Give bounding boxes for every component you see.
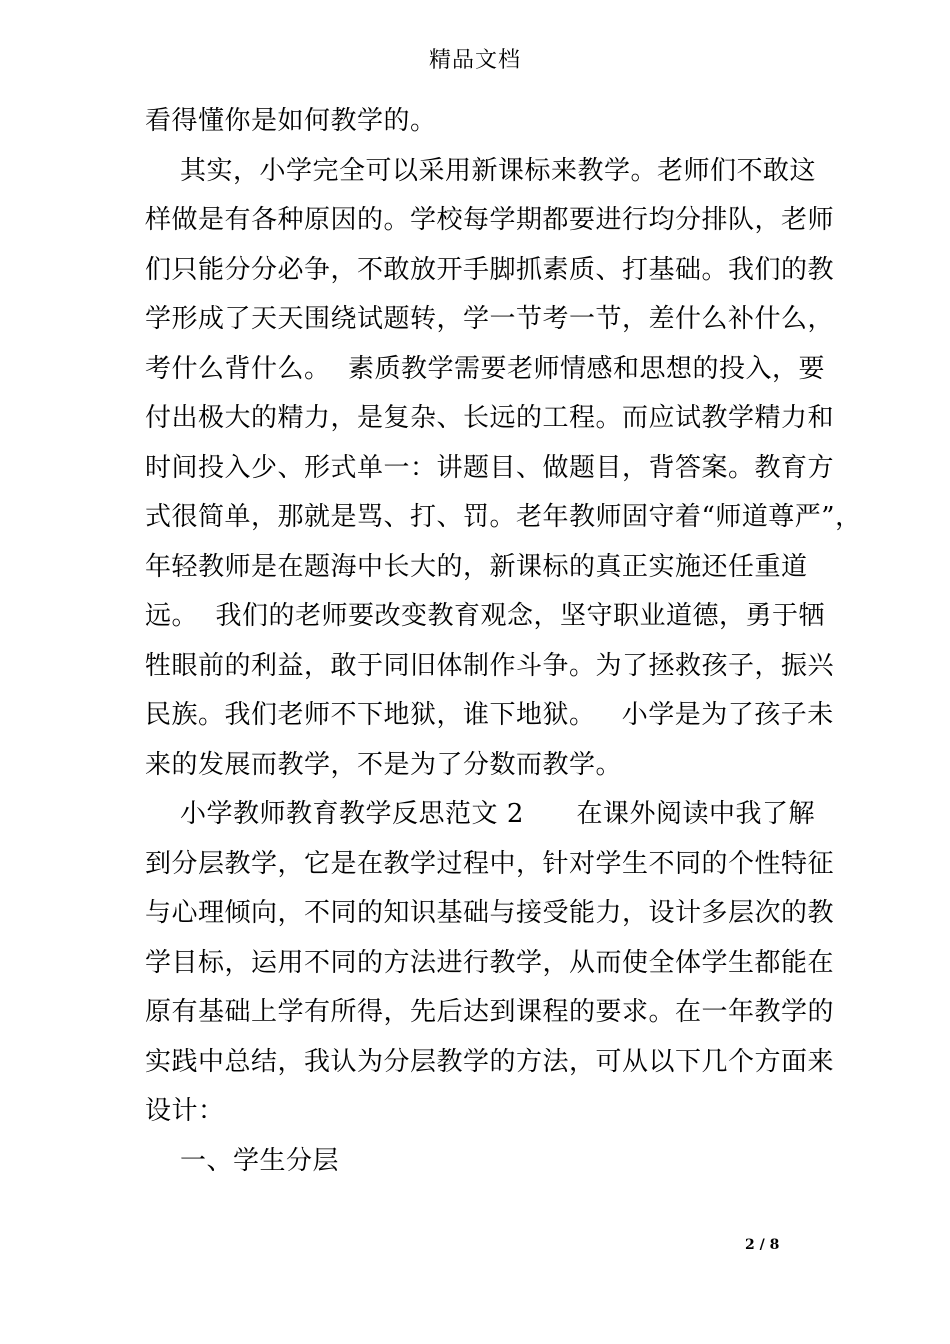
body-line: 样做是有各种原因的。学校每学期都要进行均分排队，老师	[145, 205, 835, 235]
body-line: 民族。我们老师不下地狱，谁下地狱。 小学是为了孩子未	[145, 700, 834, 730]
body-line: 来的发展而教学，不是为了分数而教学。	[145, 750, 623, 780]
section-heading: 一、学生分层	[145, 1146, 340, 1176]
body-line: 付出极大的精力，是复杂、长远的工程。而应试教学精力和	[145, 403, 835, 433]
body-line: 到分层教学，它是在教学过程中，针对学生不同的个性特征	[145, 849, 835, 879]
body-line: 时间投入少、形式单一：讲题目、做题目，背答案。教育方	[145, 453, 835, 483]
page-header: 精品文档	[428, 48, 521, 73]
body-line: 小学教师教育教学反思范文 2 在课外阅读中我了解	[145, 799, 815, 829]
body-line: 牲眼前的利益，敢于同旧体制作斗争。为了拯救孩子，振兴	[145, 651, 835, 681]
body-line: 学目标，运用不同的方法进行教学，从而使全体学生都能在	[145, 948, 835, 978]
body-line: 其实，小学完全可以采用新课标来教学。老师们不敢这	[145, 156, 817, 186]
body-line: 原有基础上学有所得，先后达到课程的要求。在一年教学的	[145, 997, 835, 1027]
body-line: 式很简单，那就是骂、打、罚。老年教师固守着“师道尊严”，	[145, 502, 862, 532]
body-line: 学形成了天天围绕试题转，学一节考一节，差什么补什么，	[145, 304, 835, 334]
body-line: 们只能分分必争，不敢放开手脚抓素质、打基础。我们的教	[145, 255, 835, 285]
body-line: 与心理倾向，不同的知识基础与接受能力，设计多层次的教	[145, 898, 835, 928]
body-line: 年轻教师是在题海中长大的，新课标的真正实施还任重道	[145, 552, 808, 582]
body-line: 设计：	[145, 1096, 225, 1126]
body-line: 远。 我们的老师要改变教育观念，坚守职业道德，勇于牺	[145, 601, 826, 631]
body-line: 考什么背什么。 素质教学需要老师情感和思想的投入，要	[145, 354, 826, 384]
body-line: 实践中总结，我认为分层教学的方法，可从以下几个方面来	[145, 1047, 835, 1077]
page-number: 2 / 8	[745, 1237, 780, 1253]
body-line: 看得懂你是如何教学的。	[145, 106, 437, 136]
